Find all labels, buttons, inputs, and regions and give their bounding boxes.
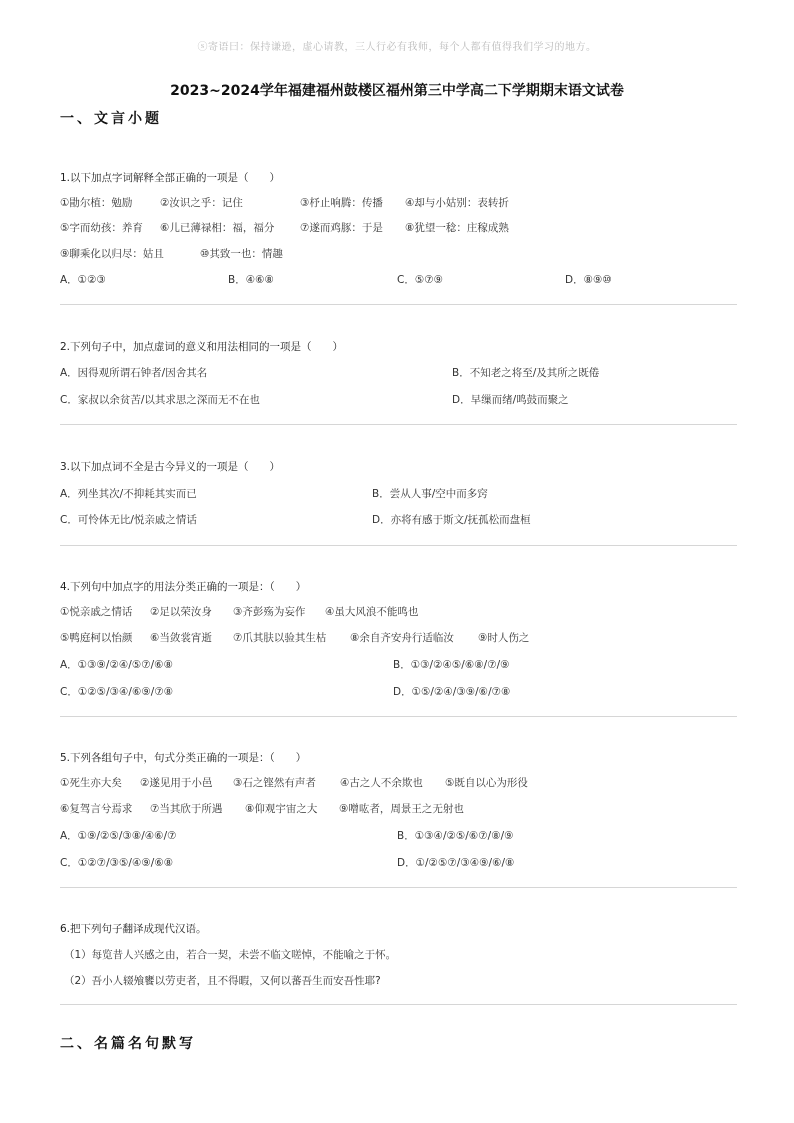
- q5-option-c[interactable]: C．①②⑦/③⑤/④⑨/⑥⑧: [60, 857, 174, 869]
- q4-option-d[interactable]: D．①⑤/②④/③⑨/⑥/⑦⑧: [393, 686, 511, 698]
- q1-item: ⑩其致一也：情趣: [200, 248, 283, 260]
- q3-option-c[interactable]: C．可怜体无比/悦亲戚之情话: [60, 514, 197, 526]
- q4-item: ⑧余自齐安舟行适临汝: [350, 632, 454, 644]
- q2-option-d[interactable]: D．早缫而绪/鸣鼓而聚之: [452, 394, 569, 406]
- question-3-stem: 3.以下加点词不全是古今异义的一项是（ ）: [60, 461, 281, 473]
- q1-item: ⑤字而幼孩：养育: [60, 222, 143, 234]
- q1-option-b[interactable]: B．④⑥⑧: [228, 274, 274, 286]
- q2-option-b[interactable]: B．不知老之将至/及其所之既倦: [452, 367, 600, 379]
- header-note: ⓢ寄语曰：保持谦逊，虚心请教，三人行必有我师，每个人都有值得我们学习的地方。: [197, 42, 597, 53]
- q1-item: ③杼止响腾：传播: [300, 197, 383, 209]
- q5-item: ⑦当其欣于所遇: [150, 803, 223, 815]
- q5-item: ④古之人不余欺也: [340, 777, 423, 789]
- q3-option-d[interactable]: D．亦将有感于斯文/抚孤松而盘桓: [372, 514, 531, 526]
- q4-option-c[interactable]: C．①②⑤/③④/⑥⑨/⑦⑧: [60, 686, 174, 698]
- q1-option-d[interactable]: D．⑧⑨⑩: [565, 274, 612, 286]
- q1-item: ⑧犹望一稔：庄稼成熟: [405, 222, 509, 234]
- q3-option-b[interactable]: B．尝从人事/空中而多窍: [372, 488, 488, 500]
- section-heading-classical: 一、文言小题: [60, 111, 162, 127]
- q4-item: ③齐彭殇为妄作: [233, 606, 306, 618]
- q4-option-b[interactable]: B．①③/②④⑤/⑥⑧/⑦/⑨: [393, 659, 510, 671]
- q1-item: ②汝识之乎：记住: [160, 197, 243, 209]
- q1-item: ⑨聊乘化以归尽：姑且: [60, 248, 164, 260]
- divider: [60, 887, 737, 888]
- divider: [60, 424, 737, 425]
- question-2-stem: 2.下列句子中，加点虚词的意义和用法相同的一项是（ ）: [60, 341, 344, 353]
- q1-item: ④却与小姑别：表转折: [405, 197, 509, 209]
- q4-item: ⑤鸭庭柯以怡颜: [60, 632, 133, 644]
- q4-item: ⑨时人伤之: [478, 632, 530, 644]
- q4-item: ①悦亲戚之情话: [60, 606, 133, 618]
- q5-item: ⑤既自以心为形役: [445, 777, 528, 789]
- divider: [60, 716, 737, 717]
- question-4-stem: 4.下列句中加点字的用法分类正确的一项是：（ ）: [60, 581, 307, 593]
- q5-option-a[interactable]: A．①⑨/②⑤/③⑧/④⑥/⑦: [60, 830, 177, 842]
- divider: [60, 304, 737, 305]
- section-heading-recitation: 二、名篇名句默写: [60, 1036, 196, 1052]
- page-title: 2023~2024学年福建福州鼓楼区福州第三中学高二下学期期末语文试卷: [170, 83, 624, 99]
- q1-item: ①勖尔植：勉励: [60, 197, 133, 209]
- q5-option-d[interactable]: D．①/②⑤⑦/③④⑨/⑥/⑧: [397, 857, 515, 869]
- q6-sentence-2: （2）吾小人辍飧饔以劳吏者，且不得暇，又何以蕃吾生而安吾性耶?: [64, 975, 381, 987]
- q2-option-c[interactable]: C．家叔以余贫苦/以其求思之深而无不在也: [60, 394, 260, 406]
- divider: [60, 1004, 737, 1005]
- q4-option-a[interactable]: A．①③⑨/②④/⑤⑦/⑥⑧: [60, 659, 174, 671]
- q1-option-a[interactable]: A．①②③: [60, 274, 106, 286]
- q4-item: ②足以荣汝身: [150, 606, 212, 618]
- q5-item: ⑥复驾言兮焉求: [60, 803, 133, 815]
- question-5-stem: 5.下列各组句子中，句式分类正确的一项是：（ ）: [60, 752, 307, 764]
- q5-item: ⑧仰观宇宙之大: [245, 803, 318, 815]
- q1-option-c[interactable]: C．⑤⑦⑨: [397, 274, 444, 286]
- q5-option-b[interactable]: B．①③④/②⑤/⑥⑦/⑧/⑨: [397, 830, 514, 842]
- divider: [60, 545, 737, 546]
- q5-item: ③石之铿然有声者: [233, 777, 316, 789]
- q5-item: ①死生亦大矣: [60, 777, 122, 789]
- question-1-stem: 1.以下加点字词解释全部正确的一项是（ ）: [60, 172, 281, 184]
- q5-item: ⑨噌吰者，周景王之无射也: [339, 803, 464, 815]
- q2-option-a[interactable]: A．因得观所谓石钟者/因舍其名: [60, 367, 208, 379]
- q4-item: ④虽大风浪不能鸣也: [325, 606, 419, 618]
- q4-item: ⑥当敛裳宵逝: [150, 632, 212, 644]
- q3-option-a[interactable]: A．列坐其次/不抑耗其实而已: [60, 488, 197, 500]
- question-6-stem: 6.把下列句子翻译成现代汉语。: [60, 923, 207, 935]
- q6-sentence-1: （1）每览昔人兴感之由，若合一契，未尝不临文嗟悼，不能喻之于怀。: [64, 949, 397, 961]
- q5-item: ②遂见用于小邑: [140, 777, 213, 789]
- q1-item: ⑦遂而鸡豚：于是: [300, 222, 383, 234]
- q1-item: ⑥儿已薄禄相：福，福分: [160, 222, 275, 234]
- q4-item: ⑦爪其肤以验其生枯: [233, 632, 327, 644]
